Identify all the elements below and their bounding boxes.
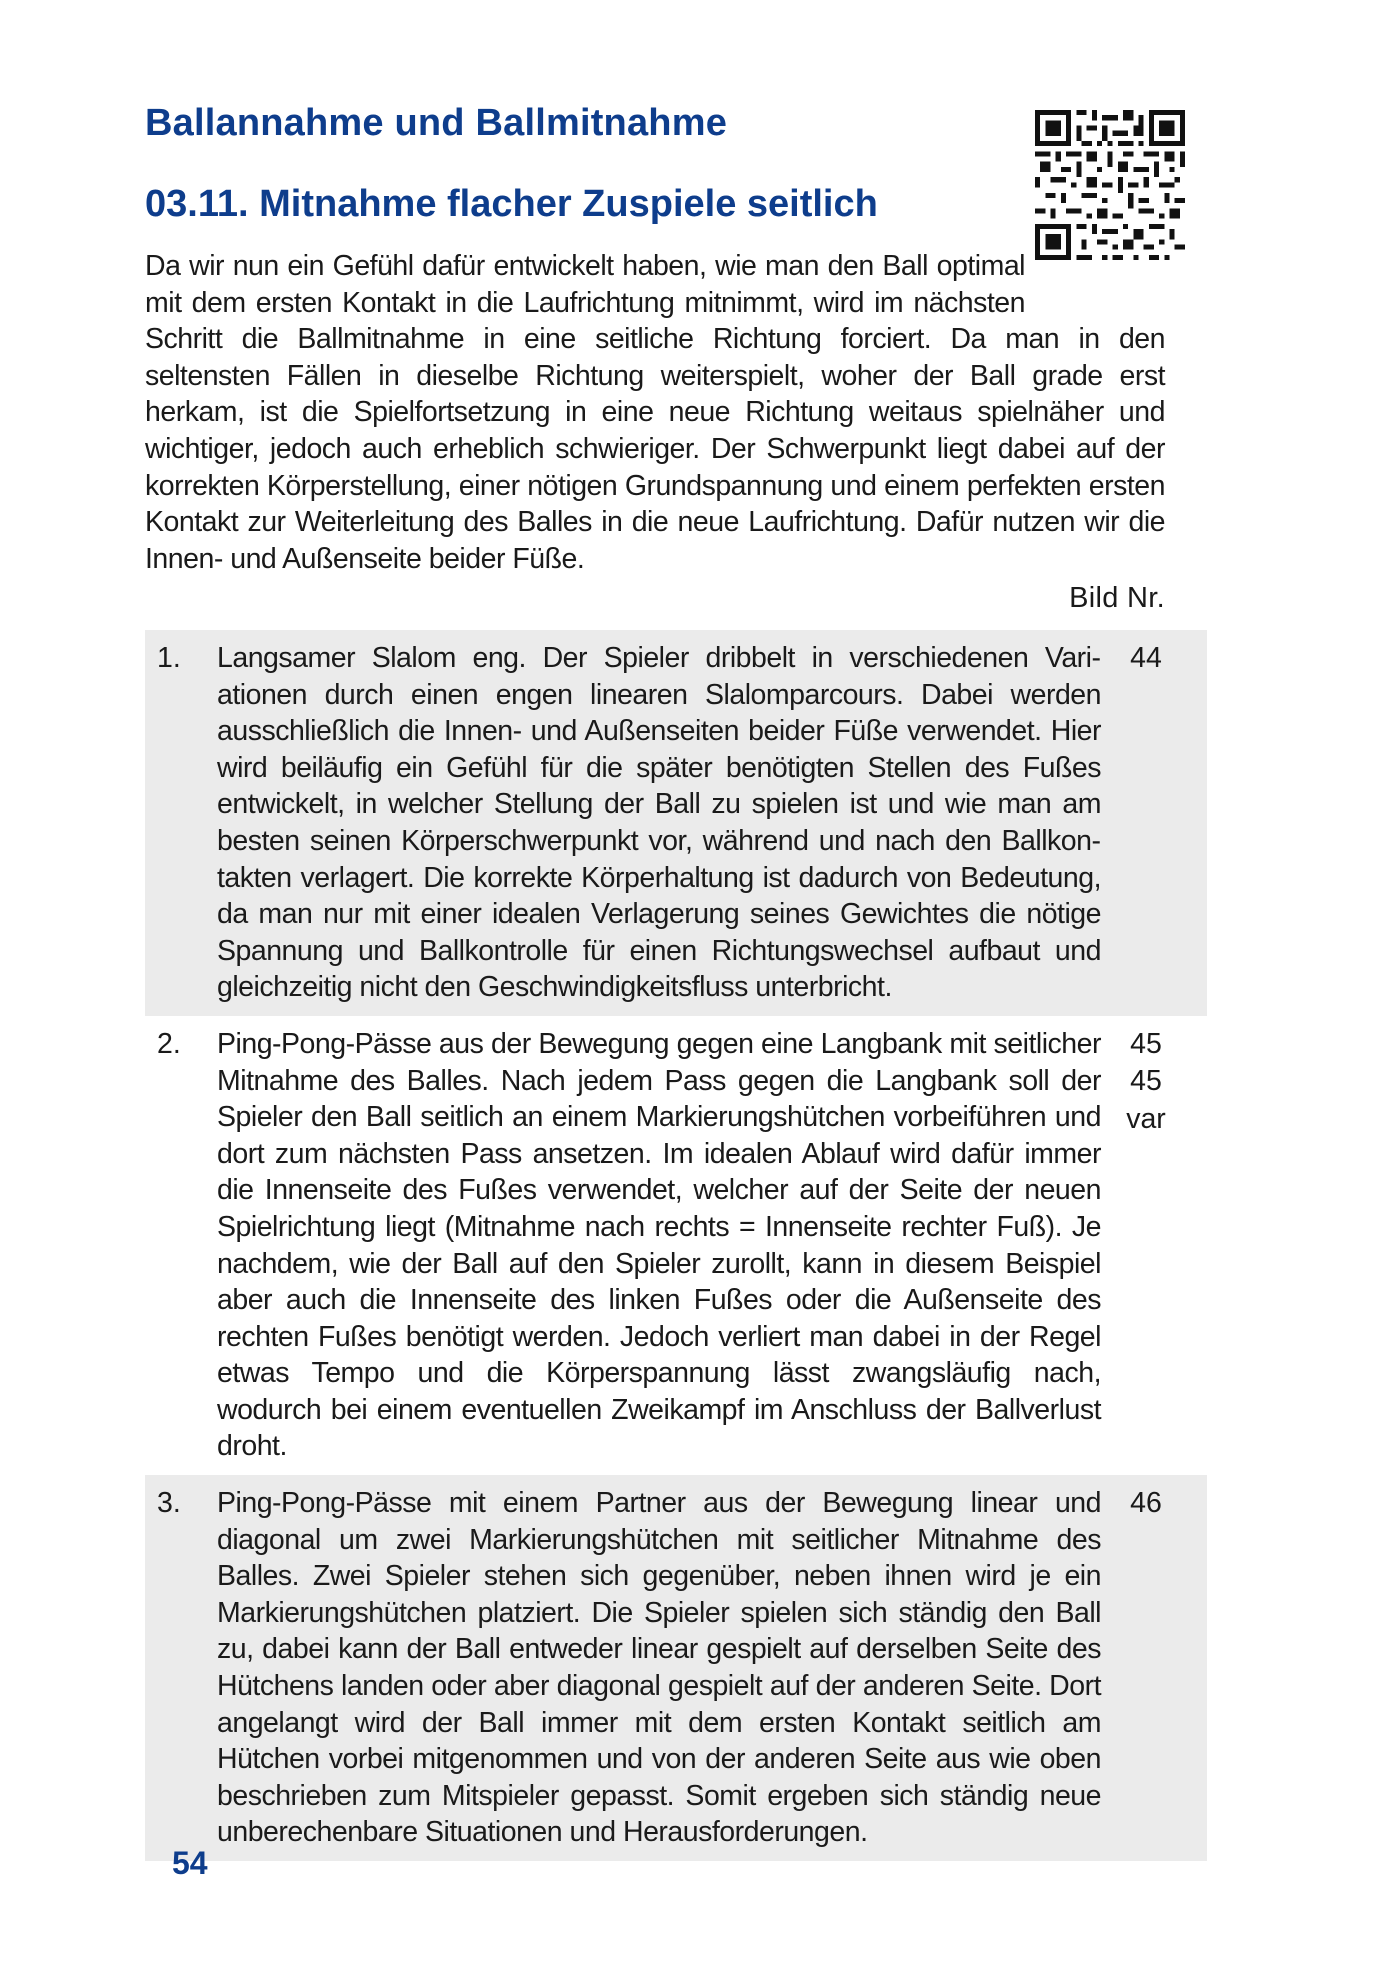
qr-spacer	[1025, 248, 1165, 310]
table-row	[145, 1475, 1207, 1861]
intro-paragraph	[145, 248, 1165, 577]
bild-column-header: Bild Nr.	[1069, 582, 1165, 614]
section-title: Ballannahme und Ballmitnahme	[145, 102, 728, 144]
bild-number: 44	[1130, 642, 1162, 674]
row-bild-numbers	[1101, 1026, 1181, 1465]
page-number: 54	[172, 1845, 208, 1881]
row-number: 3.	[157, 1487, 181, 1520]
row-number: 1.	[157, 642, 181, 674]
exercise-title: 03.11. Mitnahme flacher Zuspiele seitlich	[145, 183, 878, 225]
row-description: Langsamer Slalom eng. Der Spieler dribbelt in verschiedenen Variationen durch einen engen linearen Slalomparcours. Dabei werden ausschließlich die Innen- und Außenseiten beider Füße verwendet. Hier wird beiläufig ein Gefühl für die später benötigten Stellen des Fußes entwickelt, in welcher Stellung der Ball zu spielen ist und wie man am besten seinen Körperschwerpunkt vor, während und nach den Ballkontakten verlagert. Die korrekte Körperhaltung ist dadurch von Bedeutung, da man nur mit einer idealen Verlagerung seines Gewichtes die nötige Spannung und Ballkontrolle für einen Richtungswechsel aufbaut und gleichzeitig nicht den Geschwindigkeitsfluss unterbricht.	[217, 642, 1101, 1004]
row-bild-numbers	[1101, 1485, 1181, 1851]
table-row	[145, 1016, 1207, 1475]
row-description: Ping-Pong-Pässe aus der Bewegung gegen eine Langbank mit seitlicher Mitnahme des Balles. Nach jedem Pass gegen die Langbank soll der Spieler den Ball seitlich an einem Markierungshütchen vorbeiführen und dort zum nächsten Pass ansetzen. Im idealen Ablauf wird dafür immer die Innenseite des Fußes verwendet, welcher auf der Seite der neuen Spielrichtung liegt (Mitnahme nach rechts = Innenseite rechter Fuß). Je nachdem, wie der Ball auf den Spieler zurollt, kann in diesem Beispiel aber auch die Innenseite des linken Fußes oder die Außenseite des rechten Fußes benötigt werden. Jedoch verliert man dabei in der Regel etwas Tempo und die Körperspannung lässt zwangsläufig nach, wodurch bei einem eventuellen Zweikampf im Anschluss der Ballverlust droht.	[217, 1027, 1101, 1463]
row-description: Ping-Pong-Pässe mit einem Partner aus der Bewegung linear und diagonal um zwei Markierungshütchen mit seitlicher Mitnahme des Balles. Zwei Spieler stehen sich gegenüber, neben ihnen wird je ein Markierungshütchen platziert. Die Spieler spielen sich ständig den Ball zu, dabei kann der Ball entweder linear gespielt auf derselben Seite des Hütchens landen oder aber diagonal gespielt auf der anderen Seite. Dort angelangt wird der Ball immer mit dem ersten Kontakt seitlich am Hütchen vorbei mitgenommen und von der anderen Seite aus wie oben beschrieben zum Mitspieler gepasst. Somit ergeben sich ständig neue unberechenbare Situationen und Herausforderungen.	[217, 1487, 1101, 1849]
qr-code-icon[interactable]	[1035, 110, 1185, 260]
bild-number: 45	[1130, 1065, 1162, 1098]
intro-text: Da wir nun ein Gefühl dafür entwickelt haben, wie man den Ball optimal mit dem ersten Kontakt in die Laufrichtung mitnimmt, wird im nächsten Schritt die Ballmitnahme in eine seitliche Richtung forciert. Da man in den seltensten Fällen in dieselbe Richtung weiterspielt, woher der Ball grade erst herkam, ist die Spielfortsetzung in eine neue Richtung weitaus spielnäher und wichtiger, jedoch auch erheblich schwieriger. Der Schwerpunkt liegt dabei auf der korrekten Körperstellung, einer nötigen Grundspannung und einem perfekten ersten Kontakt zur Weiterleitung des Balles in die neue Laufrichtung. Dafür nutzen wir die Innen- und Außenseite beider Füße.	[145, 250, 1165, 575]
row-number: 2.	[157, 1027, 181, 1060]
bild-number: 46	[1130, 1487, 1162, 1520]
bild-number: 45	[1130, 1027, 1162, 1060]
bild-number: var	[1126, 1102, 1166, 1135]
row-bild-numbers	[1101, 640, 1181, 1006]
table-row	[145, 630, 1207, 1016]
exercise-table	[145, 630, 1207, 1861]
